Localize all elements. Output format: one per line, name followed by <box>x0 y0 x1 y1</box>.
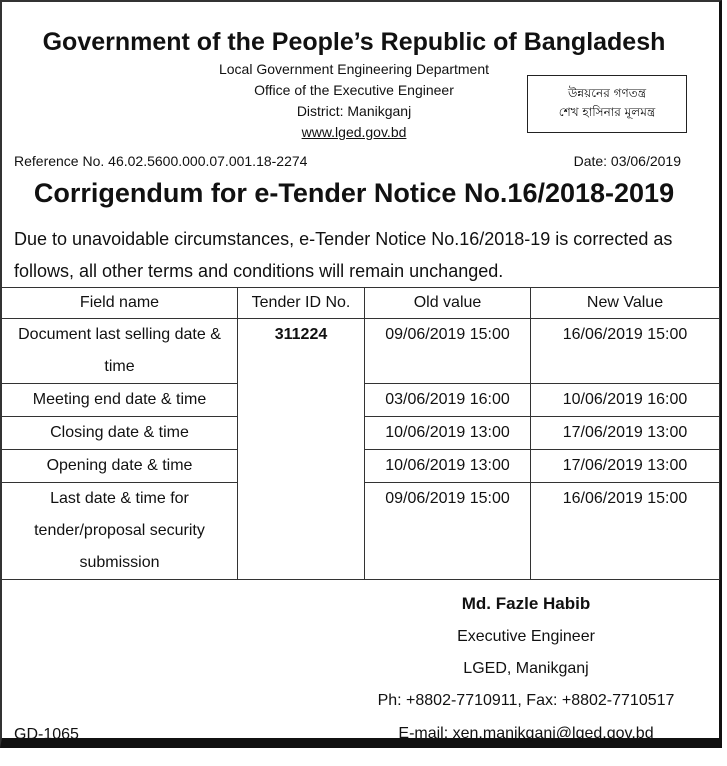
header-old-value: Old value <box>365 288 531 319</box>
phone-fax: Ph: +8802-7710911, Fax: +8802-7710517 <box>377 692 675 709</box>
new-value-cell: 10/06/2019 16:00 <box>531 384 720 417</box>
new-value-cell: 16/06/2019 15:00 <box>531 319 720 384</box>
old-value-cell: 10/06/2019 13:00 <box>365 417 531 450</box>
field-name-cell: Closing date & time <box>2 417 238 450</box>
slogan-line-2: শেখ হাসিনার মূলমন্ত্র <box>558 105 656 119</box>
header-new-value: New Value <box>531 288 720 319</box>
slogan-box <box>527 75 687 133</box>
table-row <box>2 319 720 384</box>
old-value-cell: 09/06/2019 15:00 <box>365 319 531 384</box>
department-name: Local Government Engineering Department <box>218 61 490 77</box>
signatory-name: Md. Fazle Habib <box>461 594 591 613</box>
old-value-cell: 03/06/2019 16:00 <box>365 384 531 417</box>
header-tender-id: Tender ID No. <box>238 288 365 319</box>
table-header-row <box>2 288 720 319</box>
new-value-cell: 17/06/2019 13:00 <box>531 417 720 450</box>
intro-paragraph: Due to unavoidable circumstances, e-Tender Notice No.16/2018-19 is corrected as follows, all other terms and conditions will remain unchanged. <box>14 229 673 281</box>
header-field-name: Field name <box>2 288 238 319</box>
corrigendum-table <box>2 287 720 580</box>
office-name: Office of the Executive Engineer <box>254 82 454 98</box>
field-name-cell: Last date & time for tender/proposal security submission <box>2 483 238 580</box>
field-name-cell: Opening date & time <box>2 450 238 483</box>
email-line <box>362 725 690 743</box>
government-title: Government of the People’s Republic of Bangladesh <box>42 28 666 56</box>
website-link[interactable]: www.lged.gov.bd <box>301 124 407 140</box>
gd-code: GD-1065 <box>14 726 79 743</box>
old-value-cell: 09/06/2019 15:00 <box>365 483 531 580</box>
old-value-cell: 10/06/2019 13:00 <box>365 450 531 483</box>
slogan-line-1: উন্নয়নের গণতন্ত্র <box>567 86 647 100</box>
signatory-title: Executive Engineer <box>457 628 595 645</box>
signatory-office: LGED, Manikganj <box>463 660 589 677</box>
corrigendum-heading: Corrigendum for e-Tender Notice No.16/2018-2019 <box>33 178 675 208</box>
field-name-cell: Document last selling date & time <box>2 319 238 384</box>
email-link[interactable]: xen.manikganj@lged.gov.bd <box>452 725 654 742</box>
district-name: District: Manikganj <box>296 103 412 119</box>
new-value-cell: 16/06/2019 15:00 <box>531 483 720 580</box>
field-name-cell: Meeting end date & time <box>2 384 238 417</box>
tender-id-cell: 311224 <box>238 319 365 580</box>
notice-date: Date: 03/06/2019 <box>573 153 681 169</box>
reference-number: Reference No. 46.02.5600.000.07.001.18-2274 <box>14 153 308 169</box>
email-label: E-mail: <box>398 725 453 742</box>
new-value-cell: 17/06/2019 13:00 <box>531 450 720 483</box>
